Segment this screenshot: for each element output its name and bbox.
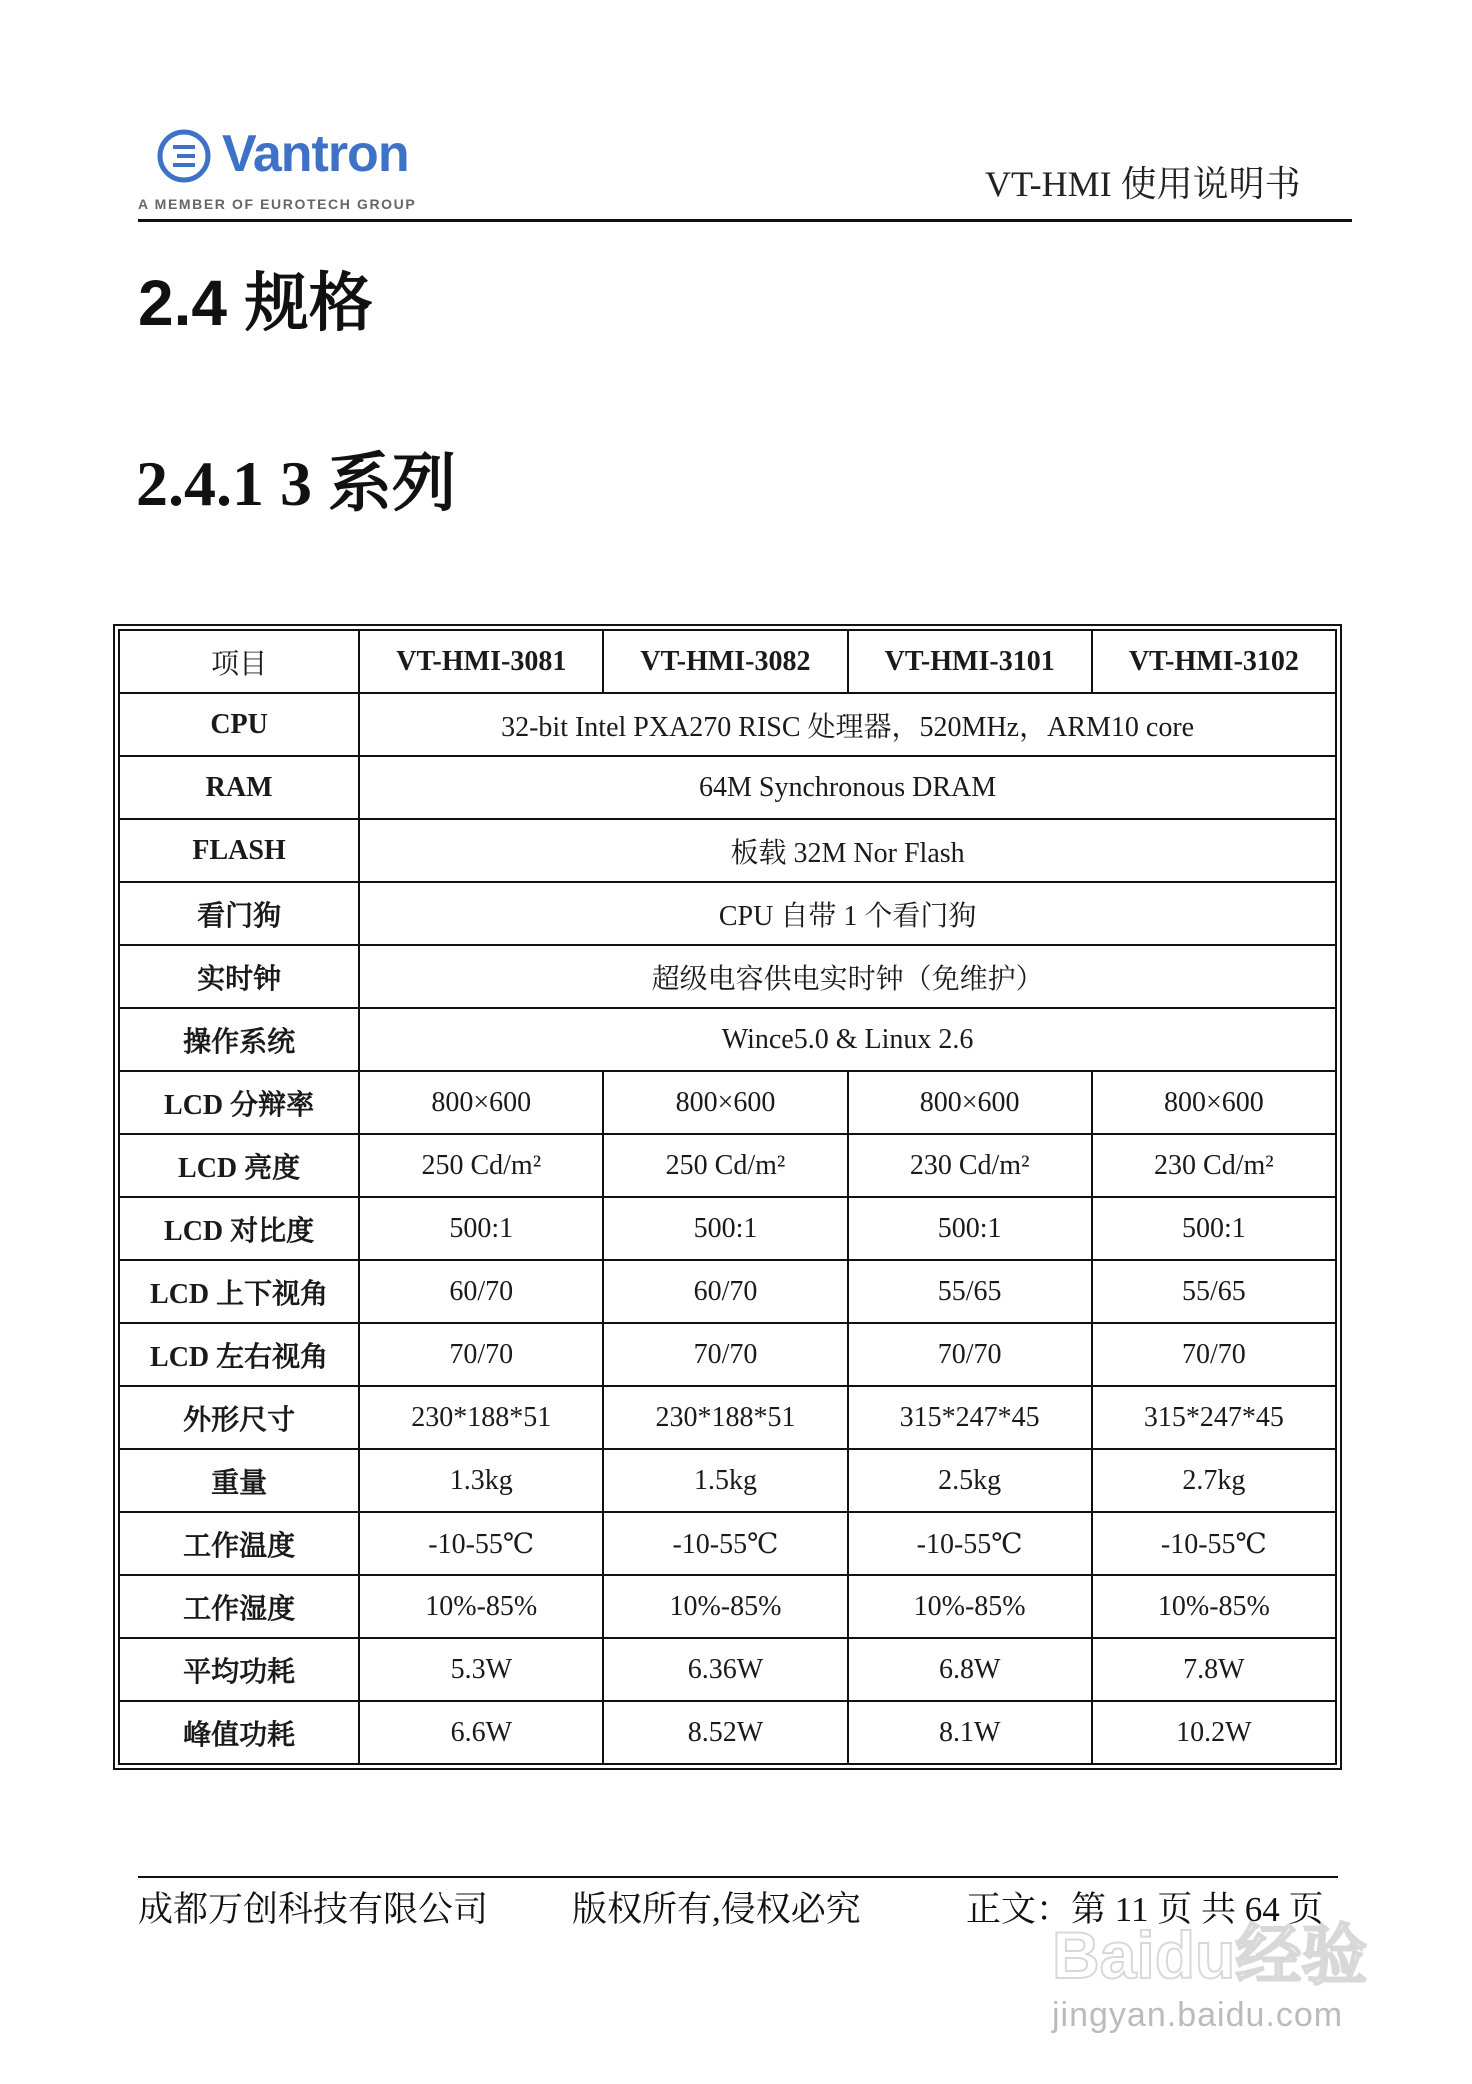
row-label-cell: LCD 左右视角 <box>119 1323 359 1386</box>
value-cell: 800×600 <box>1092 1071 1336 1134</box>
row-label-cell: 工作湿度 <box>119 1575 359 1638</box>
row-label-cell: CPU <box>119 693 359 756</box>
row-label-cell: RAM <box>119 756 359 819</box>
logo-tagline: A MEMBER OF EUROTECH GROUP <box>138 196 417 212</box>
header-cell-item: 项目 <box>119 630 359 693</box>
value-cell: 70/70 <box>1092 1323 1336 1386</box>
value-cell: 2.5kg <box>848 1449 1092 1512</box>
value-cell: 70/70 <box>359 1323 603 1386</box>
vantron-logo-mark-icon <box>156 128 212 184</box>
table-row <box>119 1386 1336 1449</box>
spec-table-frame <box>113 624 1342 1770</box>
table-row <box>119 1575 1336 1638</box>
value-cell: 10%-85% <box>359 1575 603 1638</box>
value-cell: 500:1 <box>1092 1197 1336 1260</box>
row-label-cell: 重量 <box>119 1449 359 1512</box>
value-cell: 500:1 <box>359 1197 603 1260</box>
watermark-url: jingyan.baidu.com <box>1052 1996 1344 2034</box>
shared-value-cell: 32-bit Intel PXA270 RISC 处理器，520MHz，ARM10 core <box>359 693 1336 756</box>
row-label-cell: 峰值功耗 <box>119 1701 359 1764</box>
value-cell: -10-55℃ <box>848 1512 1092 1575</box>
table-row <box>119 945 1336 1008</box>
company-logo <box>138 124 438 216</box>
section-heading: 2.4 规格 <box>138 267 373 339</box>
logo-wordmark: Vantron <box>222 125 409 183</box>
shared-value-cell: Wince5.0 & Linux 2.6 <box>359 1008 1336 1071</box>
value-cell: 8.52W <box>603 1701 847 1764</box>
value-cell: 800×600 <box>603 1071 847 1134</box>
value-cell: 250 Cd/m² <box>603 1134 847 1197</box>
value-cell: 10%-85% <box>603 1575 847 1638</box>
value-cell: 6.6W <box>359 1701 603 1764</box>
table-row <box>119 1134 1336 1197</box>
value-cell: -10-55℃ <box>359 1512 603 1575</box>
shared-value-cell: 超级电容供电实时钟（免维护） <box>359 945 1336 1008</box>
value-cell: -10-55℃ <box>603 1512 847 1575</box>
row-label-cell: 操作系统 <box>119 1008 359 1071</box>
row-label-cell: LCD 亮度 <box>119 1134 359 1197</box>
table-row <box>119 1197 1336 1260</box>
footer-company: 成都万创科技有限公司 <box>138 1890 489 1929</box>
shared-value-cell: 64M Synchronous DRAM <box>359 756 1336 819</box>
value-cell: 1.5kg <box>603 1449 847 1512</box>
value-cell: 1.3kg <box>359 1449 603 1512</box>
subsection-heading: 2.4.1 3 系列 <box>136 448 456 519</box>
table-row <box>119 756 1336 819</box>
table-row <box>119 1071 1336 1134</box>
value-cell: 8.1W <box>848 1701 1092 1764</box>
footer-copyright: 版权所有,侵权必究 <box>572 1890 861 1929</box>
value-cell: 60/70 <box>603 1260 847 1323</box>
value-cell: 55/65 <box>1092 1260 1336 1323</box>
value-cell: 10%-85% <box>1092 1575 1336 1638</box>
value-cell: 6.36W <box>603 1638 847 1701</box>
value-cell: 800×600 <box>848 1071 1092 1134</box>
model-header-cell: VT-HMI-3101 <box>848 630 1092 693</box>
value-cell: 230*188*51 <box>603 1386 847 1449</box>
value-cell: 5.3W <box>359 1638 603 1701</box>
value-cell: 315*247*45 <box>848 1386 1092 1449</box>
value-cell: 500:1 <box>603 1197 847 1260</box>
value-cell: 70/70 <box>603 1323 847 1386</box>
row-label-cell: LCD 分辩率 <box>119 1071 359 1134</box>
model-header-cell: VT-HMI-3102 <box>1092 630 1336 693</box>
footer-divider <box>138 1876 1338 1878</box>
row-label-cell: 平均功耗 <box>119 1638 359 1701</box>
table-row <box>119 819 1336 882</box>
model-header-cell: VT-HMI-3082 <box>603 630 847 693</box>
table-row <box>119 1512 1336 1575</box>
table-row <box>119 693 1336 756</box>
value-cell: 10%-85% <box>848 1575 1092 1638</box>
row-label-cell: 看门狗 <box>119 882 359 945</box>
table-row <box>119 1008 1336 1071</box>
model-header-cell: VT-HMI-3081 <box>359 630 603 693</box>
table-header-row <box>119 630 1336 693</box>
table-row <box>119 1638 1336 1701</box>
value-cell: 6.8W <box>848 1638 1092 1701</box>
row-label-cell: 工作温度 <box>119 1512 359 1575</box>
table-row <box>119 1449 1336 1512</box>
row-label-cell: LCD 对比度 <box>119 1197 359 1260</box>
baidu-watermark-icon <box>1052 1916 1392 1992</box>
row-label-cell: FLASH <box>119 819 359 882</box>
row-label-cell: 实时钟 <box>119 945 359 1008</box>
table-row <box>119 1323 1336 1386</box>
table-row <box>119 882 1336 945</box>
header-divider <box>138 219 1352 222</box>
value-cell: 800×600 <box>359 1071 603 1134</box>
spec-table <box>118 629 1337 1765</box>
document-title: VT-HMI 使用说明书 <box>985 164 1301 204</box>
table-row <box>119 1701 1336 1764</box>
value-cell: 60/70 <box>359 1260 603 1323</box>
watermark-brand: Baidu经验 <box>1052 1918 1368 1992</box>
table-row <box>119 1260 1336 1323</box>
value-cell: 70/70 <box>848 1323 1092 1386</box>
value-cell: 230*188*51 <box>359 1386 603 1449</box>
value-cell: 230 Cd/m² <box>848 1134 1092 1197</box>
row-label-cell: 外形尺寸 <box>119 1386 359 1449</box>
footer-page-info: 正文：第 11 页 共 64 页 <box>966 1890 1324 1929</box>
shared-value-cell: 板载 32M Nor Flash <box>359 819 1336 882</box>
shared-value-cell: CPU 自带 1 个看门狗 <box>359 882 1336 945</box>
value-cell: 7.8W <box>1092 1638 1336 1701</box>
value-cell: -10-55℃ <box>1092 1512 1336 1575</box>
value-cell: 500:1 <box>848 1197 1092 1260</box>
value-cell: 55/65 <box>848 1260 1092 1323</box>
value-cell: 315*247*45 <box>1092 1386 1336 1449</box>
value-cell: 10.2W <box>1092 1701 1336 1764</box>
value-cell: 2.7kg <box>1092 1449 1336 1512</box>
row-label-cell: LCD 上下视角 <box>119 1260 359 1323</box>
value-cell: 250 Cd/m² <box>359 1134 603 1197</box>
value-cell: 230 Cd/m² <box>1092 1134 1336 1197</box>
